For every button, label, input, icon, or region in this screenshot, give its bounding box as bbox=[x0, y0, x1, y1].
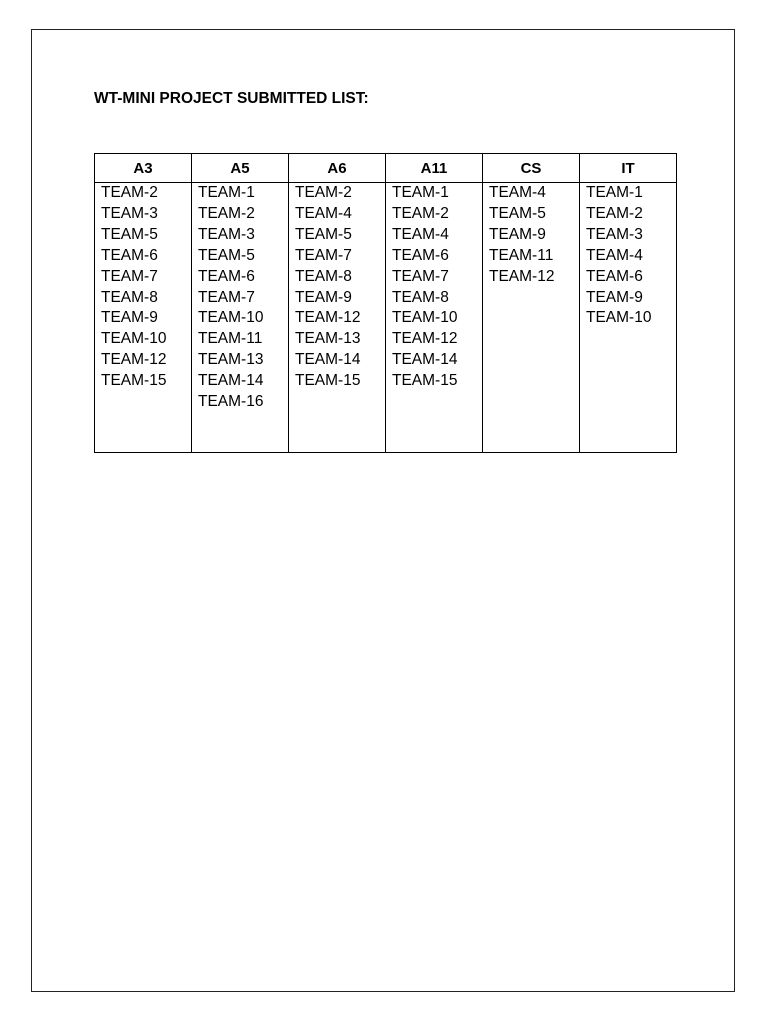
table-row bbox=[95, 183, 677, 453]
list-item: TEAM-1 bbox=[392, 184, 449, 201]
list-item: TEAM-9 bbox=[586, 288, 643, 306]
table-header-row bbox=[95, 154, 677, 183]
team-list-a11 bbox=[392, 183, 482, 392]
list-item: TEAM-2 bbox=[295, 184, 352, 201]
list-item: TEAM-3 bbox=[101, 204, 158, 222]
list-item: TEAM-6 bbox=[392, 246, 449, 264]
list-item: TEAM-5 bbox=[101, 225, 158, 243]
column-header-a11: A11 bbox=[386, 154, 483, 183]
list-item: TEAM-8 bbox=[295, 267, 352, 285]
team-list-cs bbox=[489, 183, 579, 288]
list-item: TEAM-5 bbox=[489, 204, 546, 222]
team-cell-cs bbox=[483, 183, 580, 453]
list-item: TEAM-10 bbox=[586, 309, 652, 327]
list-item: TEAM-14 bbox=[198, 372, 264, 390]
list-item: TEAM-7 bbox=[101, 267, 158, 285]
document-title: WT-MINI PROJECT SUBMITTED LIST: bbox=[94, 90, 369, 107]
list-item: TEAM-5 bbox=[295, 225, 352, 243]
document-page bbox=[31, 29, 735, 992]
list-item: TEAM-13 bbox=[198, 351, 264, 369]
team-cell-it bbox=[580, 183, 677, 453]
list-item: TEAM-15 bbox=[392, 372, 458, 390]
list-item: TEAM-6 bbox=[101, 246, 158, 264]
list-item: TEAM-12 bbox=[295, 309, 361, 327]
list-item: TEAM-7 bbox=[198, 288, 255, 306]
team-cell-a6 bbox=[289, 183, 386, 453]
team-list-a3 bbox=[101, 183, 191, 392]
list-item: TEAM-15 bbox=[295, 372, 361, 390]
list-item: TEAM-2 bbox=[198, 204, 255, 222]
list-item: TEAM-2 bbox=[101, 184, 158, 201]
list-item: TEAM-11 bbox=[489, 246, 554, 264]
list-item: TEAM-12 bbox=[489, 267, 555, 285]
list-item: TEAM-16 bbox=[198, 393, 264, 411]
list-item: TEAM-7 bbox=[392, 267, 449, 285]
list-item: TEAM-4 bbox=[586, 246, 643, 264]
column-header-a3: A3 bbox=[95, 154, 192, 183]
list-item: TEAM-10 bbox=[392, 309, 458, 327]
column-header-a5: A5 bbox=[192, 154, 289, 183]
list-item: TEAM-12 bbox=[392, 330, 458, 348]
column-header-it: IT bbox=[580, 154, 677, 183]
list-item: TEAM-9 bbox=[295, 288, 352, 306]
list-item: TEAM-14 bbox=[295, 351, 361, 369]
list-item: TEAM-3 bbox=[198, 225, 255, 243]
list-item: TEAM-4 bbox=[392, 225, 449, 243]
column-header-a6: A6 bbox=[289, 154, 386, 183]
list-item: TEAM-9 bbox=[101, 309, 158, 327]
list-item: TEAM-8 bbox=[101, 288, 158, 306]
list-item: TEAM-2 bbox=[392, 204, 449, 222]
list-item: TEAM-1 bbox=[198, 184, 255, 201]
list-item: TEAM-14 bbox=[392, 351, 458, 369]
list-item: TEAM-15 bbox=[101, 372, 167, 390]
list-item: TEAM-12 bbox=[101, 351, 167, 369]
list-item: TEAM-4 bbox=[489, 184, 546, 201]
list-item: TEAM-8 bbox=[392, 288, 449, 306]
list-item: TEAM-7 bbox=[295, 246, 352, 264]
team-cell-a11 bbox=[386, 183, 483, 453]
list-item: TEAM-4 bbox=[295, 204, 352, 222]
list-item: TEAM-6 bbox=[198, 267, 255, 285]
list-item: TEAM-10 bbox=[198, 309, 264, 327]
list-item: TEAM-5 bbox=[198, 246, 255, 264]
list-item: TEAM-13 bbox=[295, 330, 361, 348]
list-item: TEAM-10 bbox=[101, 330, 167, 348]
team-list-it bbox=[586, 183, 676, 329]
submission-table bbox=[94, 153, 677, 453]
team-cell-a3 bbox=[95, 183, 192, 453]
list-item: TEAM-11 bbox=[198, 330, 263, 348]
team-list-a6 bbox=[295, 183, 385, 392]
team-list-a5 bbox=[198, 183, 288, 413]
list-item: TEAM-3 bbox=[586, 225, 643, 243]
list-item: TEAM-1 bbox=[586, 184, 643, 201]
list-item: TEAM-2 bbox=[586, 204, 643, 222]
list-item: TEAM-6 bbox=[586, 267, 643, 285]
column-header-cs: CS bbox=[483, 154, 580, 183]
team-cell-a5 bbox=[192, 183, 289, 453]
list-item: TEAM-9 bbox=[489, 225, 546, 243]
